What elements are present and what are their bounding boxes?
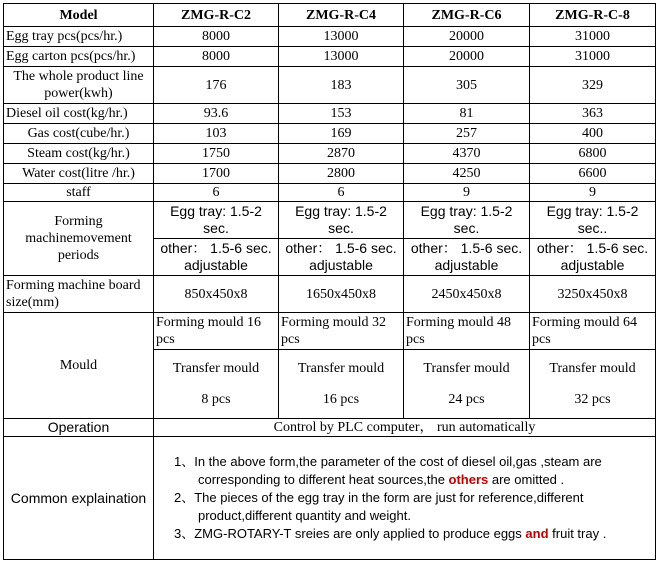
transfer-mould-cell [154, 350, 279, 419]
cell-value: 1750 [154, 144, 279, 164]
forming-mould-cell: Forming mould 32 pcs [279, 313, 404, 350]
cell-value: 329 [530, 67, 656, 104]
forming-egg-tray-cell: Egg tray: 1.5-2 sec. [404, 202, 530, 239]
transfer-mould-cell [404, 350, 530, 419]
row-label: Diesel oil cost(kg/hr.) [4, 104, 154, 124]
header-c4: ZMG-R-C4 [279, 4, 404, 27]
row-explanation [4, 437, 656, 560]
note-1-line-1: 1、In the above form,the parameter of the cost of diesel oil,gas ,steam are [174, 454, 602, 469]
row-egg-carton [4, 47, 656, 67]
transfer-mould-count: 8 pcs [201, 392, 231, 407]
row-label: Egg carton pcs(pcs/hr.) [4, 47, 154, 67]
cell-value: 257 [404, 124, 530, 144]
row-steam [4, 144, 656, 164]
row-egg-tray [4, 27, 656, 47]
transfer-mould-label: Transfer mould [549, 361, 636, 376]
note-3-highlight: and [525, 526, 549, 541]
note-1-highlight: others [448, 472, 489, 487]
transfer-mould-count: 24 pcs [448, 392, 485, 407]
cell-value: 6 [279, 184, 404, 202]
cell-value: 13000 [279, 47, 404, 67]
cell-value: 153 [279, 104, 404, 124]
transfer-mould-count: 16 pcs [322, 392, 360, 407]
note-1 [174, 453, 649, 471]
row-board-size [4, 276, 656, 313]
note-3-line-1: 3、ZMG-ROTARY-T sreies are only applied to produce eggs [174, 526, 526, 541]
header-model: Model [4, 4, 154, 27]
header-c6: ZMG-R-C6 [404, 4, 530, 27]
transfer-mould-cell [530, 350, 656, 419]
forming-other-cell: other： 1.5-6 sec. adjustable [154, 239, 279, 276]
cell-value: 305 [404, 67, 530, 104]
row-diesel [4, 104, 656, 124]
board-size-value: 1650x450x8 [279, 276, 404, 313]
forming-egg-tray-cell: Egg tray: 1.5-2 sec. [154, 202, 279, 239]
explanation-label: Common explaination [4, 437, 154, 560]
cell-value: 93.6 [154, 104, 279, 124]
note-3 [174, 525, 649, 543]
cell-value: 103 [154, 124, 279, 144]
cell-value: 169 [279, 124, 404, 144]
note-1-cont [174, 471, 649, 489]
row-label: Egg tray pcs(pcs/hr.) [4, 27, 154, 47]
note-2-line-1: 2、The pieces of the egg tray in the form are just for reference,different [174, 490, 584, 505]
cell-value: 363 [530, 104, 656, 124]
cell-value: 9 [530, 184, 656, 202]
cell-value: 2800 [279, 164, 404, 184]
operation-value: Control by PLC computer， run automatically [154, 419, 656, 437]
board-size-value: 850x450x8 [154, 276, 279, 313]
header-row [4, 4, 656, 27]
note-3-tail: fruit tray . [548, 526, 607, 541]
board-size-label: Forming machine board size(mm) [4, 276, 154, 313]
note-2 [174, 489, 649, 507]
cell-value: 2870 [279, 144, 404, 164]
forming-other-cell: other： 1.5-6 sec. adjustable [404, 239, 530, 276]
row-label: Gas cost(cube/hr.) [4, 124, 154, 144]
row-label: staff [4, 184, 154, 202]
note-2-line-2: product,different quantity and weight. [198, 508, 411, 523]
forming-period-label: Forming machinemovement periods [4, 202, 154, 276]
forming-egg-tray-cell: Egg tray: 1.5-2 sec. [279, 202, 404, 239]
cell-value: 13000 [279, 27, 404, 47]
row-label: Water cost(litre /hr.) [4, 164, 154, 184]
cell-value: 6800 [530, 144, 656, 164]
cell-value: 4370 [404, 144, 530, 164]
note-2-cont [174, 507, 649, 525]
note-1-line-2: corresponding to different heat sources,the [198, 472, 449, 487]
transfer-mould-label: Transfer mould [297, 361, 385, 376]
transfer-mould-label: Transfer mould [423, 361, 510, 376]
cell-value: 8000 [154, 47, 279, 67]
forming-mould-cell: Forming mould 48 pcs [404, 313, 530, 350]
row-staff [4, 184, 656, 202]
cell-value: 6600 [530, 164, 656, 184]
forming-egg-tray-cell: Egg tray: 1.5-2 sec.. [530, 202, 656, 239]
row-water [4, 164, 656, 184]
transfer-mould-label: Transfer mould [172, 361, 260, 376]
row-forming-egg-tray [4, 202, 656, 239]
row-power [4, 67, 656, 104]
note-1-tail: are omitted . [488, 472, 565, 487]
mould-label: Mould [4, 313, 154, 419]
forming-mould-cell: Forming mould 16 pcs [154, 313, 279, 350]
row-gas [4, 124, 656, 144]
transfer-mould-count: 32 pcs [574, 392, 611, 407]
cell-value: 20000 [404, 47, 530, 67]
cell-value: 31000 [530, 47, 656, 67]
row-label: The whole product line power(kwh) [4, 67, 154, 104]
cell-value: 8000 [154, 27, 279, 47]
row-mould-forming [4, 313, 656, 350]
cell-value: 1700 [154, 164, 279, 184]
forming-other-cell: other： 1.5-6 sec. adjustable [279, 239, 404, 276]
forming-mould-cell: Forming mould 64 pcs [530, 313, 656, 350]
forming-other-cell: other： 1.5-6 sec. adjustable [530, 239, 656, 276]
board-size-value: 2450x450x8 [404, 276, 530, 313]
cell-value: 183 [279, 67, 404, 104]
row-label: Steam cost(kg/hr.) [4, 144, 154, 164]
cell-value: 400 [530, 124, 656, 144]
cell-value: 9 [404, 184, 530, 202]
operation-label: Operation [4, 419, 154, 437]
cell-value: 176 [154, 67, 279, 104]
cell-value: 4250 [404, 164, 530, 184]
row-operation [4, 419, 656, 437]
board-size-value: 3250x450x8 [530, 276, 656, 313]
header-c2: ZMG-R-C2 [154, 4, 279, 27]
cell-value: 20000 [404, 27, 530, 47]
header-c8: ZMG-R-C-8 [530, 4, 656, 27]
cell-value: 31000 [530, 27, 656, 47]
cell-value: 6 [154, 184, 279, 202]
spec-table [3, 3, 656, 560]
transfer-mould-cell [279, 350, 404, 419]
explanation-notes [154, 437, 656, 560]
cell-value: 81 [404, 104, 530, 124]
